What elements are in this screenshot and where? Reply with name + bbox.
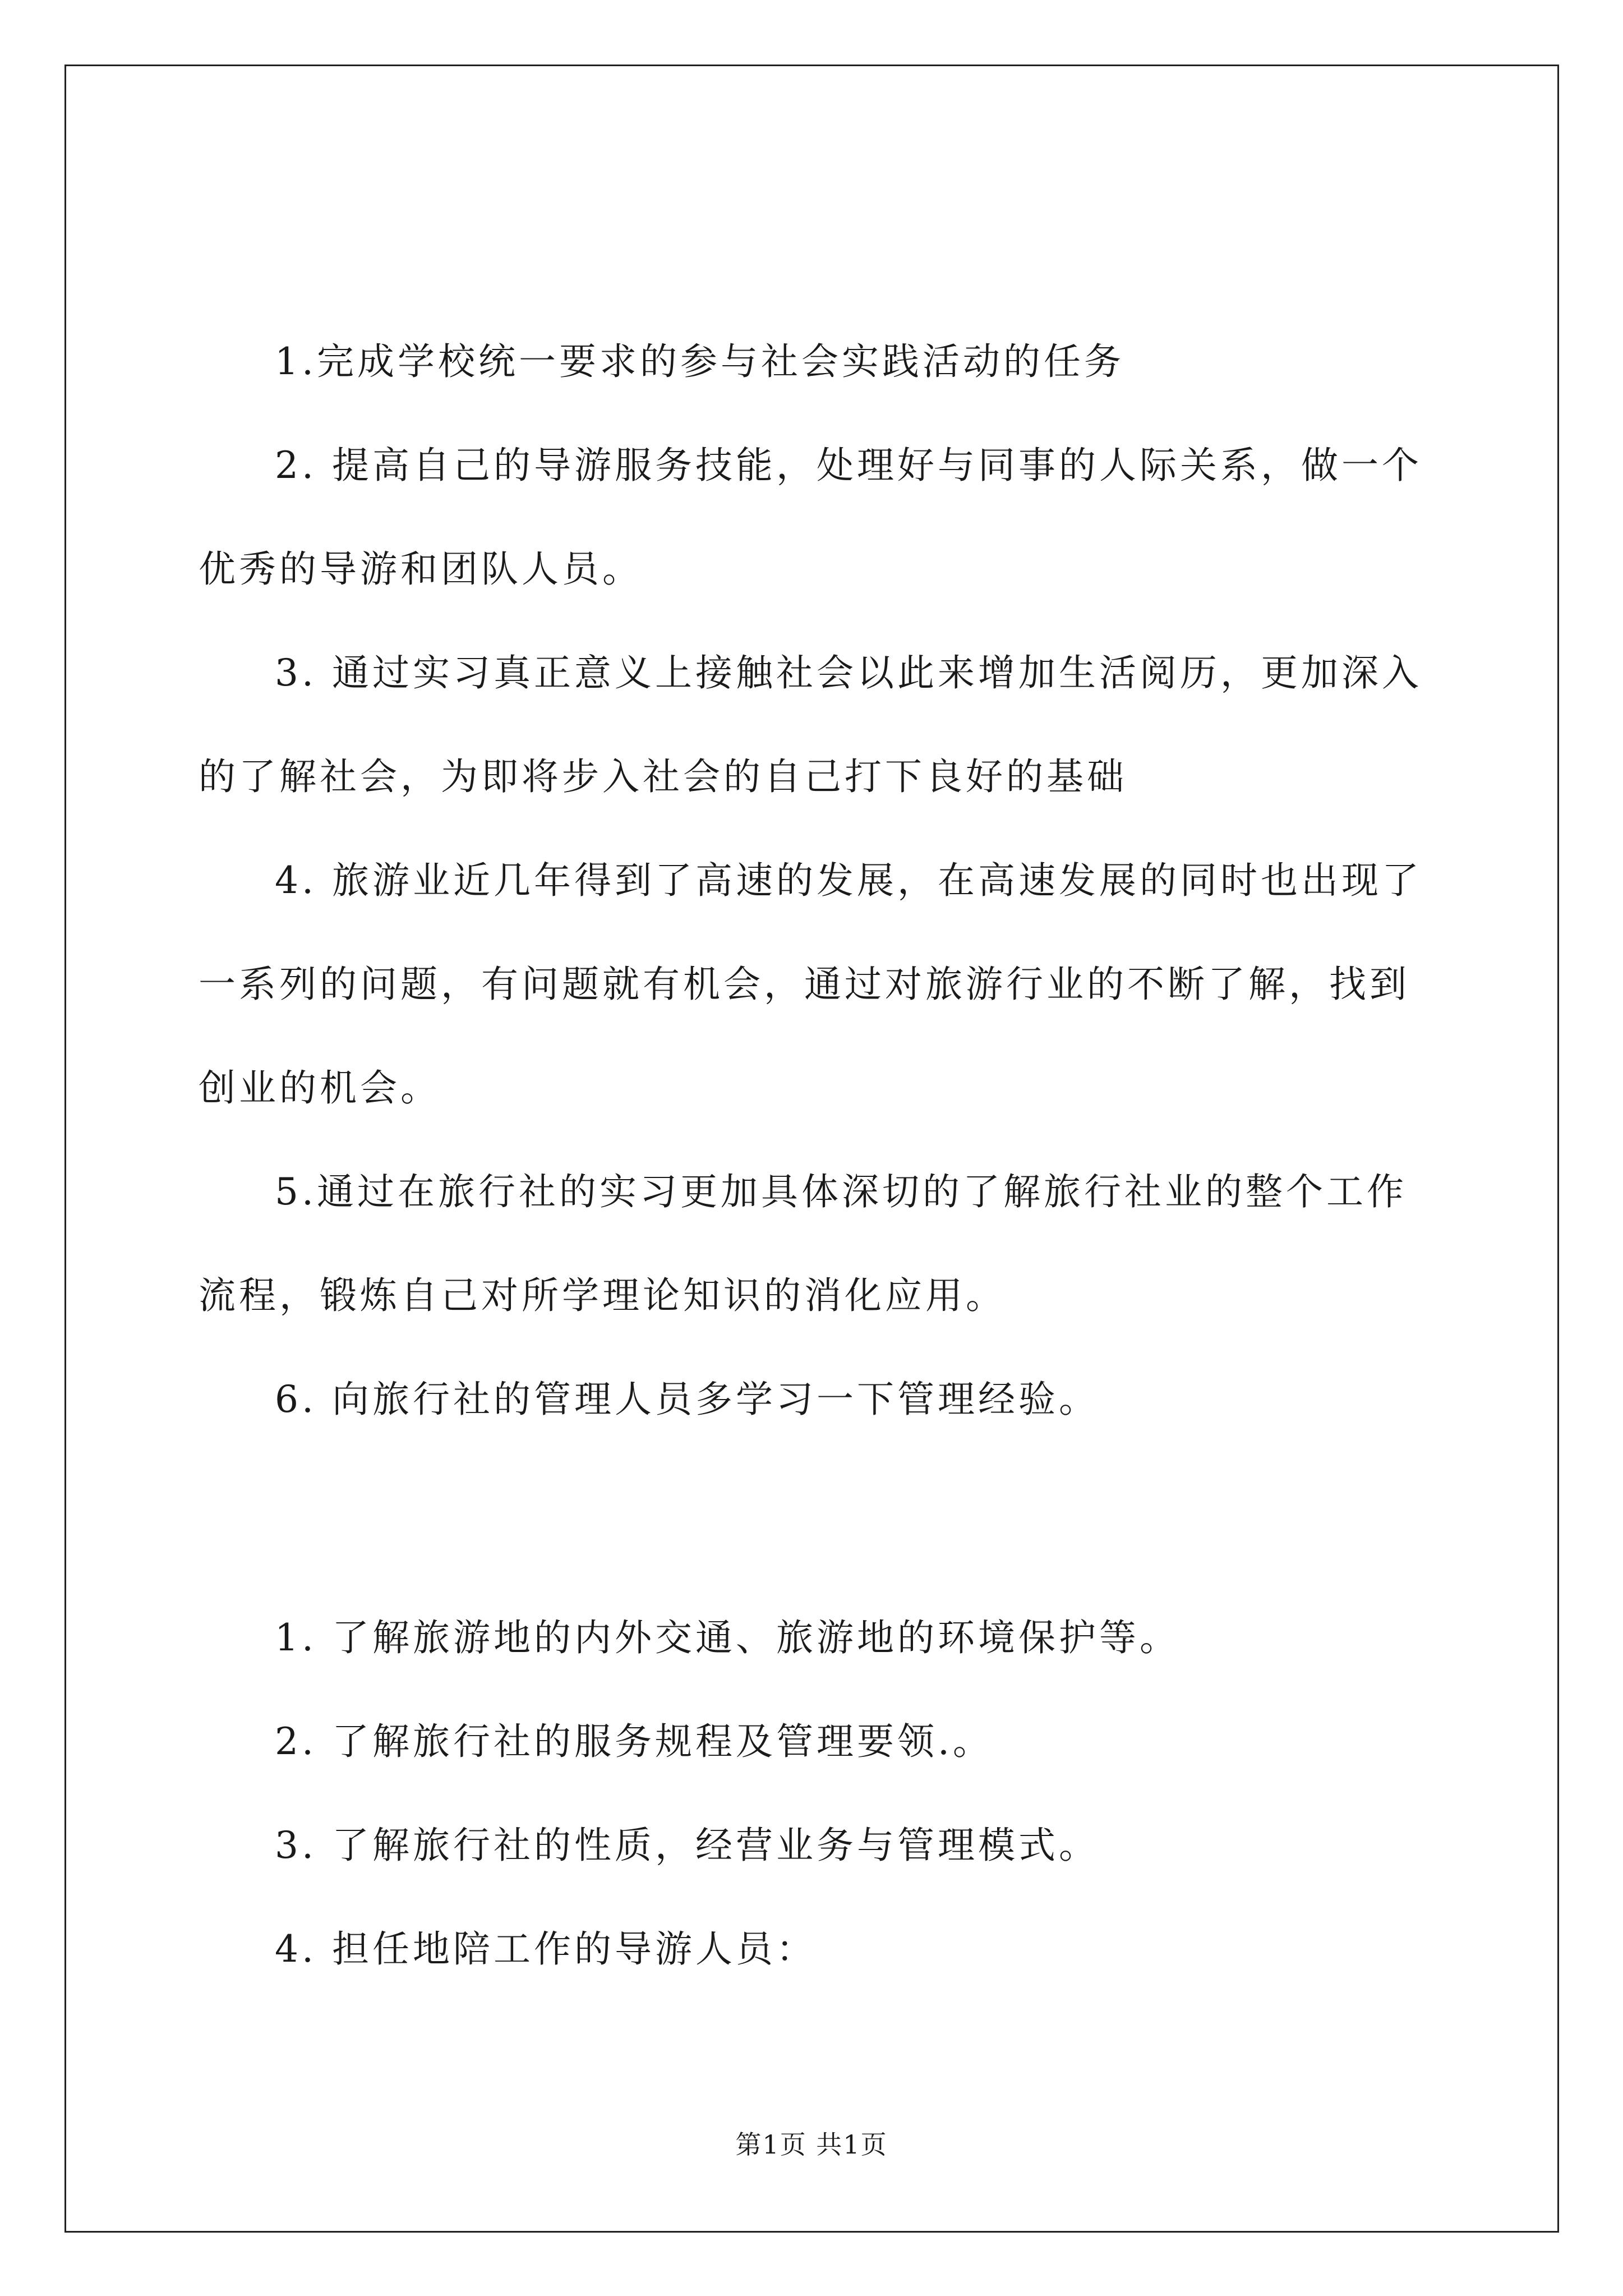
line-7: 一系列的问题，有问题就有机会，通过对旅游行业的不断了解，找到	[199, 963, 1410, 1006]
line-4: 3. 通过实习真正意义上接触社会以此来增加生活阅历，更加深入	[275, 651, 1422, 694]
line-10: 流程，锻炼自己对所学理论知识的消化应用。	[199, 1274, 1006, 1317]
line-12: 1. 了解旅游地的内外交通、旅游地的环境保护等。	[275, 1616, 1180, 1659]
page-border	[64, 65, 1559, 2233]
line-3: 优秀的导游和团队人员。	[199, 547, 643, 591]
line-9: 5.通过在旅行社的实习更加具体深切的了解旅行社业的整个工作	[275, 1170, 1407, 1213]
line-6: 4. 旅游业近几年得到了高速的发展，在高速发展的同时也出现了	[275, 859, 1422, 902]
line-8: 创业的机会。	[199, 1066, 441, 1110]
page-footer: 第1页 共1页	[735, 2129, 888, 2160]
line-5: 的了解社会，为即将步入社会的自己打下良好的基础	[199, 755, 1127, 798]
line-13: 2. 了解旅行社的服务规程及管理要领.。	[275, 1720, 993, 1763]
line-14: 3. 了解旅行社的性质，经营业务与管理模式。	[275, 1824, 1099, 1867]
line-2: 2. 提高自己的导游服务技能，处理好与同事的人际关系，做一个	[275, 444, 1422, 487]
line-11: 6. 向旅行社的管理人员多学习一下管理经验。	[275, 1378, 1099, 1421]
line-1: 1.完成学校统一要求的参与社会实践活动的任务	[275, 340, 1124, 383]
line-15: 4. 担任地陪工作的导游人员：	[275, 1927, 817, 1971]
